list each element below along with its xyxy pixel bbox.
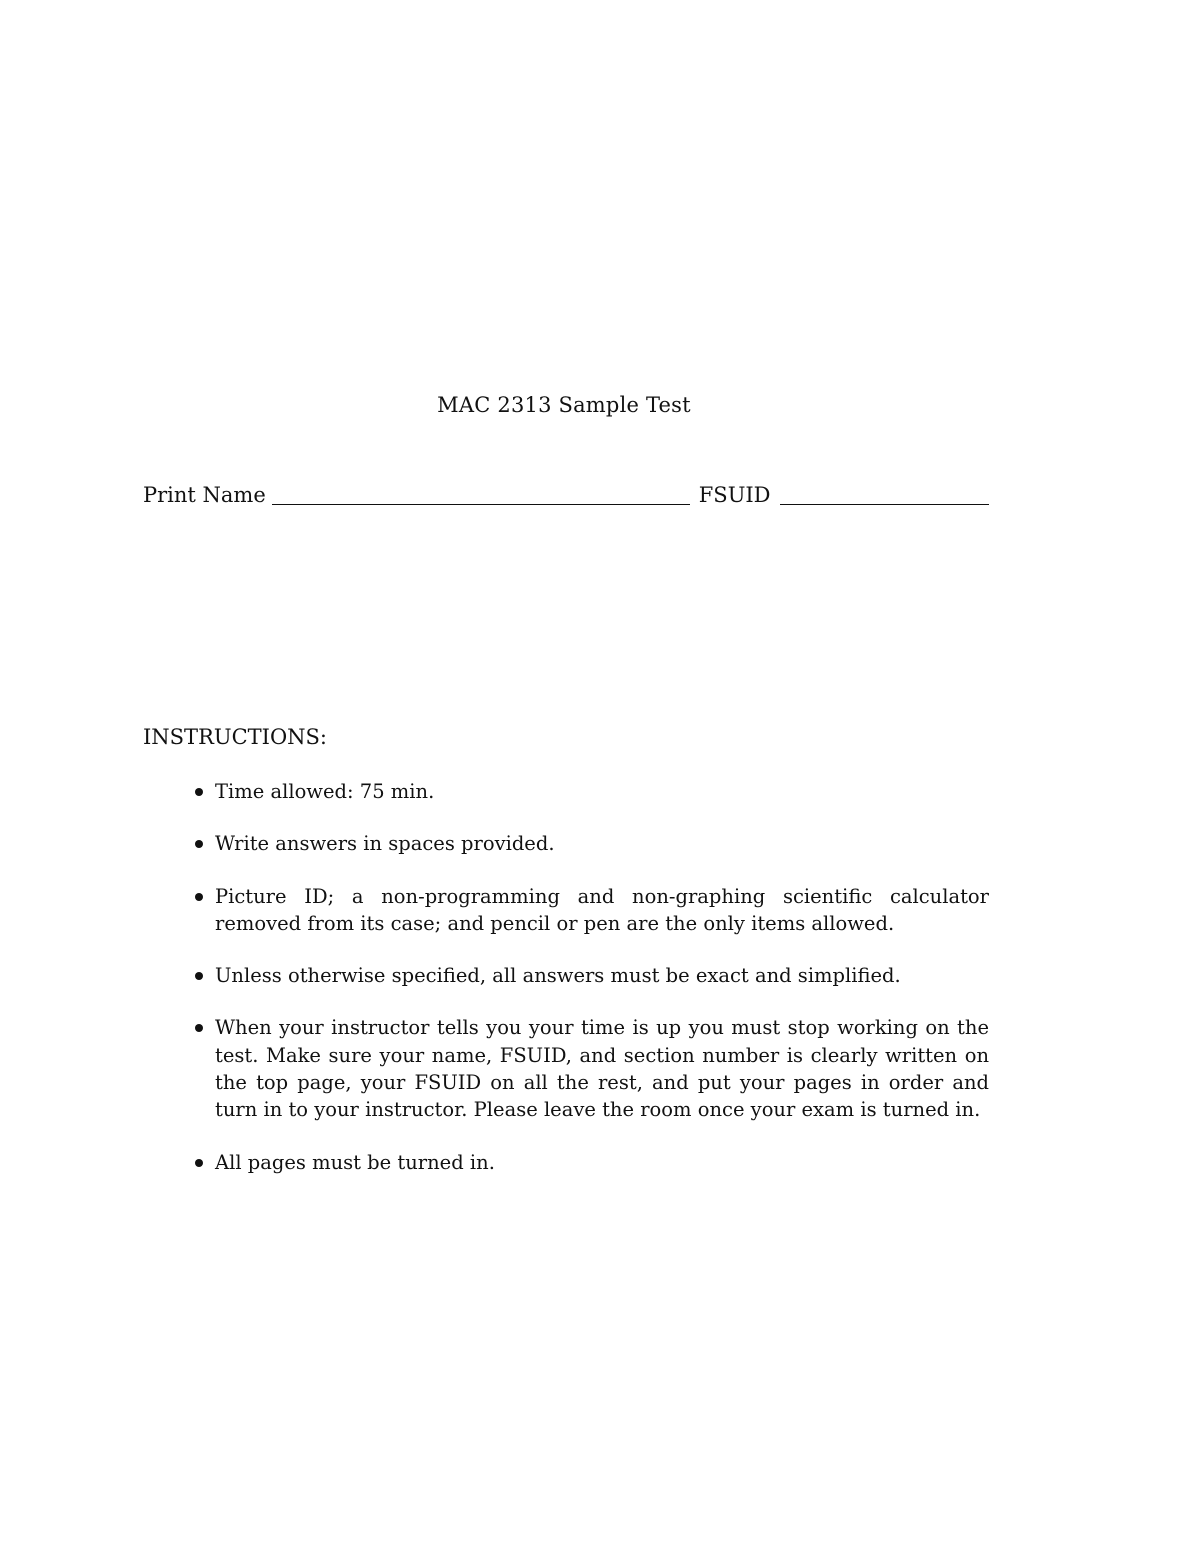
instruction-text: Picture ID; a non-programming and non-graphing scientific calculator removed from its case; and pencil or pen are the only items allowed. bbox=[215, 884, 989, 935]
instructions-heading: INSTRUCTIONS: bbox=[143, 725, 327, 749]
fsuid-blank-line bbox=[780, 504, 989, 505]
print-name-blank-line bbox=[272, 504, 690, 505]
list-item bbox=[193, 830, 989, 857]
instructions-list bbox=[193, 778, 989, 1201]
instruction-text: Time allowed: 75 min. bbox=[215, 780, 435, 803]
bullet-icon bbox=[195, 840, 203, 848]
page-title: MAC 2313 Sample Test bbox=[437, 393, 691, 417]
bullet-icon bbox=[195, 972, 203, 980]
list-item bbox=[193, 1014, 989, 1123]
list-item bbox=[193, 883, 989, 938]
instruction-text: Unless otherwise specified, all answers must be exact and simplified. bbox=[215, 964, 901, 988]
print-name-label: Print Name bbox=[143, 483, 266, 507]
bullet-icon bbox=[195, 893, 203, 901]
list-item bbox=[193, 1149, 989, 1176]
instruction-text: All pages must be turned in. bbox=[215, 1150, 495, 1174]
bullet-icon bbox=[195, 1024, 203, 1032]
bullet-icon bbox=[195, 788, 203, 796]
list-item bbox=[193, 962, 989, 989]
bullet-icon bbox=[195, 1159, 203, 1167]
list-item bbox=[193, 778, 989, 805]
instruction-text: Write answers in spaces provided. bbox=[215, 832, 555, 856]
instruction-text: When your instructor tells you your time is up you must stop working on the test. Make sure your name, FSUID, and section number is clearly written on the top page, your FSUID on all the rest, and put your pages in order and turn in to your instructor. Please leave the room once your exam is turned in. bbox=[215, 1016, 989, 1122]
fsuid-label: FSUID bbox=[698, 483, 771, 507]
name-fsuid-row bbox=[143, 480, 989, 510]
